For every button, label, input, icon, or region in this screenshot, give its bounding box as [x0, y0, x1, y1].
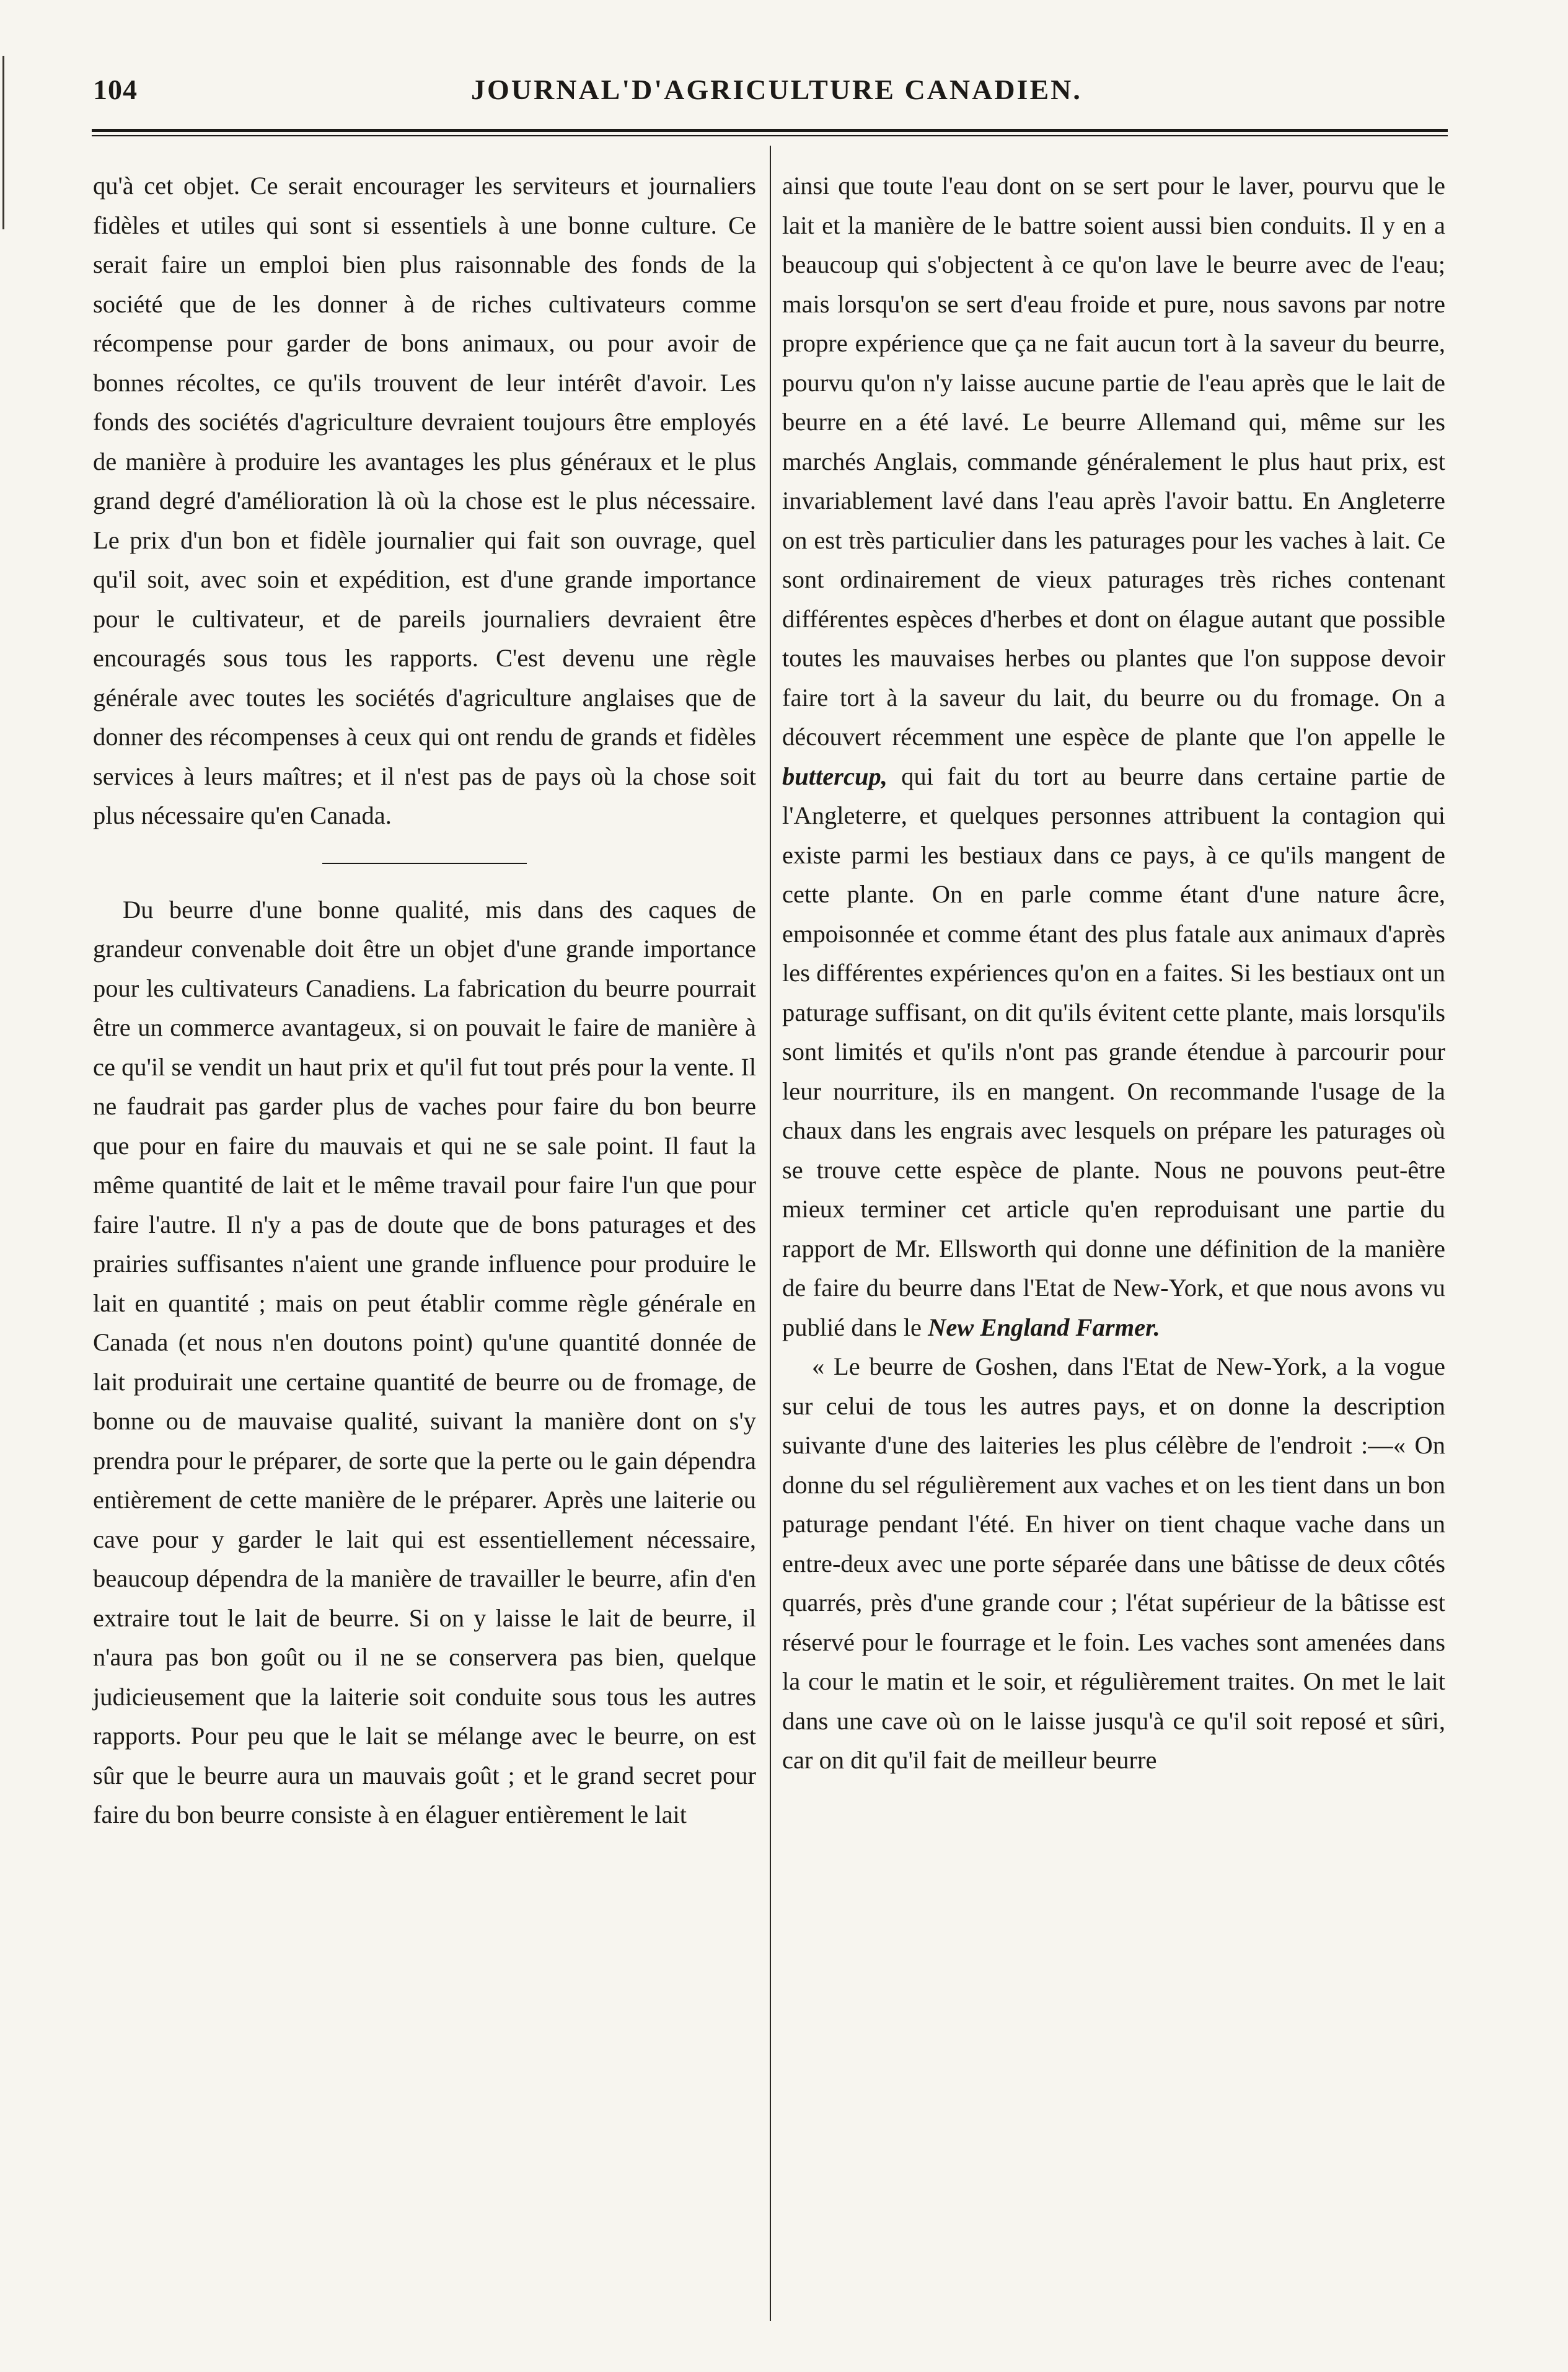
buttercup-term: buttercup,	[782, 762, 888, 790]
column-divider	[770, 146, 771, 2321]
running-title: JOURNAL'D'AGRICULTURE CANADIEN.	[471, 74, 1082, 105]
header-rule-thick	[92, 129, 1448, 132]
paragraph-text-b: qui fait du tort au beurre dans certaine partie de l'Angleterre, et quelques personnes attribuent la contagion qui existe parmi les bestiaux dans ce pays, à ce qu'ils mangent de cette plante. On en parle comme étant d'une nature âcre, empoisonnée et comme étant des plus fatale aux animaux d'après les différentes expériences qu'on en a faites. Si les bestiaux ont un paturage suffisant, on dit qu'ils évitent cette plante, mais lorsqu'ils sont limités et qu'ils n'ont pas grande étendue à parcourir pour leur nourriture, ils en mangent. On recommande l'usage de la chaux dans les engrais avec lesquels on prépare les paturages où se trouve cette espèce de plante. Nous ne pouvons peut-être mieux terminer cet article qu'en reproduisant une partie du rapport de Mr. Ellsworth qui donne une définition de la manière de faire du beurre dans l'Etat de New-York, et que nous avons vu publié dans le	[782, 762, 1445, 1341]
paragraph-goshen-butter: « Le beurre de Goshen, dans l'Etat de New-York, a la vogue sur celui de tous les autres pays, et on donne la description suivante d'une des laiteries les plus célèbre de l'endroit :—« On donne du sel régulièrement aux vaches et on les tient dans un bon paturage pendant l'été. En hiver on tient chaque vache dans un entre-deux avec une porte séparée dans une bâtisse de deux côtés quarrés, près d'une grande cour ; l'état supérieur de la bâtisse est réservé pour le fourrage et le foin. Les vaches sont amenées dans la cour le matin et le soir, et régulièrement traites. On met le lait dans une cave où on le laisse jusqu'à ce qu'il soit reposé et sûri, car on dit qu'il fait de meilleur beurre	[782, 1352, 1445, 1774]
binding-edge-mark	[2, 56, 9, 229]
header-rule-thin	[92, 135, 1448, 136]
publication-title: New England Farmer.	[928, 1313, 1160, 1341]
right-column	[782, 166, 1445, 1780]
paragraph-servants: qu'à cet objet. Ce serait encourager les serviteurs et journaliers fidèles et utiles qui sont si essentiels à une bonne culture. Ce serait faire un emploi bien plus raisonnable des fonds de la société que de les donner à de riches cultivateurs comme récompense pour garder de bons animaux, ou pour avoir de bonnes récoltes, ce qu'ils trouvent de leur intérêt d'avoir. Les fonds des sociétés d'agriculture devraient toujours être employés de manière à produire les avantages les plus généraux et le plus grand degré d'amélioration là où la chose est le plus nécessaire. Le prix d'un bon et fidèle journalier qui fait son ouvrage, quel qu'il soit, avec soin et expédition, est d'une grande importance pour le cultivateur, et de pareils journaliers devraient être encouragés sous tous les rapports. C'est devenu une règle générale avec toutes les sociétés d'agriculture anglaises que de donner des récompenses à ceux qui ont rendu de grands et fidèles services à leurs maîtres; et il n'est pas de pays où la chose soit plus nécessaire qu'en Canada.	[93, 172, 756, 829]
paragraph-butter-quality: Du beurre d'une bonne qualité, mis dans des caques de grandeur convenable doit être un objet d'une grande importance pour les cultivateurs Canadiens. La fabrication du beurre pourrait être un commerce avantageux, si on pouvait le faire de manière à ce qu'il se vendit un haut prix et qu'il fut tout prés pour la vente. Il ne faudrait pas garder plus de vaches pour faire du bon beurre que pour en faire du mauvais et qui ne se sale point. Il faut la même quantité de lait et le même travail pour faire l'un que pour faire l'autre. Il n'y a pas de doute que de bons paturages et des prairies suffisantes n'aient une grande influence pour produire le lait en quantité ; mais on peut établir comme règle générale en Canada (et nous n'en doutons point) qu'une quantité donnée de lait produirait une certaine quantité de beurre ou de fromage, de bonne ou de mauvaise qualité, suivant la manière dont on s'y prendra pour le préparer, de sorte que la perte ou le gain dépendra entièrement de cette manière de le préparer. Après une laiterie ou cave pour y garder le lait qui est essentiellement nécessaire, beaucoup dépendra de la manière de travailler le beurre, afin d'en extraire tout le lait de beurre. Si on y laisse le lait de beurre, il n'aura pas bon goût ou il ne se conservera pas bien, quelque judicieusement que la laiterie soit conduite sous tous les autres rapports. Pour peu que le lait se mélange avec le beurre, on est sûr que le beurre aura un mauvais goût ; et le grand secret pour faire du bon beurre consiste à en élaguer entièrement le lait	[93, 895, 756, 1828]
left-column	[93, 166, 756, 1835]
section-divider	[322, 863, 527, 864]
paragraph-butter-washing	[782, 166, 1445, 1347]
paragraph-text-a: ainsi que toute l'eau dont on se sert pour le laver, pourvu que le lait et la manière de le battre soient aussi bien conduits. Il y en a beaucoup qui s'objectent à ce qu'on lave le beurre avec de l'eau; mais lorsqu'on se sert d'eau froide et pure, nous savons par notre propre expérience que ça ne fait aucun tort à la saveur du beurre, pourvu qu'on n'y laisse aucune partie de l'eau après que le lait de beurre en a été lavé. Le beurre Allemand qui, même sur les marchés Anglais, commande généralement le plus haut prix, est invariablement lavé dans l'eau après l'avoir battu. En Angleterre on est très particulier dans les paturages pour les vaches à lait. Ce sont ordinairement de vieux paturages très riches contenant différentes espèces d'herbes et dont on élague autant que possible toutes les mauvaises herbes ou plantes que l'on suppose devoir faire tort à la saveur du lait, du beurre ou du fromage. On a découvert récemment une espèce de plante que l'on appelle le	[782, 172, 1445, 751]
page-number: 104	[93, 74, 138, 105]
